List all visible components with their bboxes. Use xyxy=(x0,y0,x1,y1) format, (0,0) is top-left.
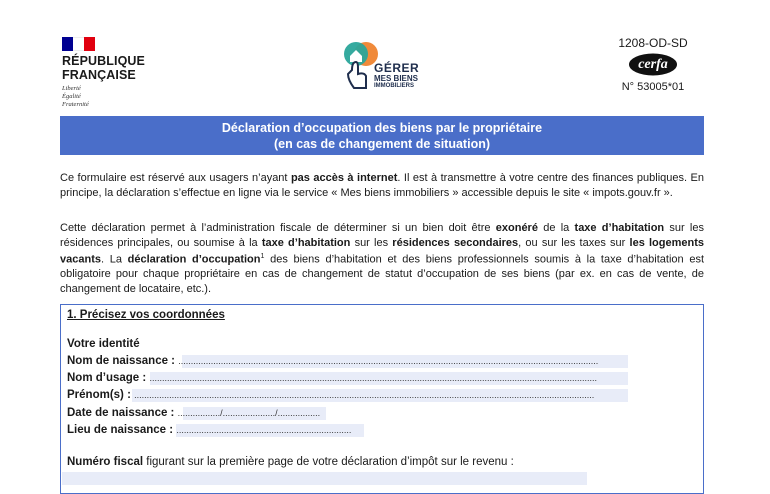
p2-text: sur les xyxy=(350,236,393,249)
field-dots: ........................................................................................................................................................................ xyxy=(178,356,599,366)
field-label: Lieu de naissance : xyxy=(67,424,174,436)
p1-bold-internet: pas accès à internet xyxy=(290,172,398,184)
footnote-marker: 1 xyxy=(260,253,265,260)
motto-fraternite: Fraternité xyxy=(62,101,89,108)
p1-text-c: . Il est à transmettre à votre centre des finances publiques. En principe, la déclaration s’effectue en ligne via le service « Mes biens immobiliers » accessible depuis le site « impots.gouv.fr ». xyxy=(60,172,704,199)
p2-text: de la xyxy=(537,222,575,234)
field-dots: ................................................................................................................................................................................... xyxy=(149,373,598,383)
p2-text: sur les résidences principales, ou soumise à la xyxy=(60,222,704,249)
fiscal-rest: figurant sur la première page de votre déclaration d’impôt sur le revenu : xyxy=(143,456,514,468)
form-title-line1: Déclaration d’occupation des biens par le propriétaire xyxy=(221,121,543,135)
field-nom-usage xyxy=(67,371,597,385)
field-lieu-naissance xyxy=(67,423,351,437)
form-title-band xyxy=(60,116,704,155)
form-code: 1208-OD-SD xyxy=(618,36,688,50)
logo-line2: MES BIENS xyxy=(374,74,419,83)
motto-liberte: Liberté xyxy=(62,85,81,92)
p2-bold: résidences secondaires xyxy=(392,236,519,249)
form-number: N° 53005*01 xyxy=(621,81,685,93)
field-dots: ...................................................................... xyxy=(176,425,352,435)
fiscal-bold: Numéro fiscal xyxy=(67,456,144,468)
republique-francaise-logo xyxy=(62,37,152,109)
form-title-line2: (en cas de changement de situation) xyxy=(273,137,490,151)
logo-line1: GÉRER xyxy=(374,61,420,75)
field-label: Nom de naissance : xyxy=(67,355,176,367)
p2-bold: les logements vacants xyxy=(60,236,705,266)
intro-paragraph-1 xyxy=(60,171,704,200)
p1-text-a: Ce formulaire est réservé aux usagers n’ayant xyxy=(60,172,291,184)
logo-text xyxy=(374,62,419,90)
french-flag-icon xyxy=(62,37,95,51)
identity-title: Votre identité xyxy=(67,338,140,350)
field-nom-naissance xyxy=(67,354,598,368)
field-dots: ........................................................................................................................................................................................ xyxy=(134,390,595,400)
numero-fiscal-label xyxy=(67,456,514,468)
field-label: Date de naissance : xyxy=(67,407,175,419)
p2-bold: déclaration d’occupation xyxy=(127,253,261,266)
p2-text: . La xyxy=(100,253,128,266)
p2-text: , ou sur les taxes sur xyxy=(518,236,630,249)
intro-paragraph-2 xyxy=(60,221,704,296)
p2-text: Cette déclaration permet à l’administration fiscale de déterminer si un bien doit être xyxy=(60,222,496,234)
republique-line2: FRANÇAISE xyxy=(62,68,136,82)
p2-bold: taxe d’habitation xyxy=(574,222,665,234)
field-label: Prénom(s) : xyxy=(67,389,131,401)
republique-line1: RÉPUBLIQUE xyxy=(62,54,145,68)
p2-text: des biens d’habitation et des biens professionnels soumis à la taxe d’habitation est obligatoire pour chaque propriétaire en cas de changement de statut d’occupation de ses biens (par ex. en cas de vente, de changement de locataire, etc.). xyxy=(60,253,705,295)
field-label: Nom d’usage : xyxy=(67,372,147,384)
motto-egalite: Égalité xyxy=(62,93,81,100)
section-title: 1. Précisez vos coordonnées xyxy=(67,309,225,321)
logo-line3: IMMOBILIERS xyxy=(374,83,414,89)
p2-bold: taxe d’habitation xyxy=(261,236,351,249)
p2-bold: exonéré xyxy=(495,222,538,234)
field-prenom xyxy=(67,388,594,402)
field-date-naissance xyxy=(67,406,320,420)
numero-fiscal-input[interactable] xyxy=(62,472,587,485)
cerfa-label: cerfa xyxy=(638,57,668,72)
field-dots: ................./...................../................. xyxy=(177,408,321,418)
